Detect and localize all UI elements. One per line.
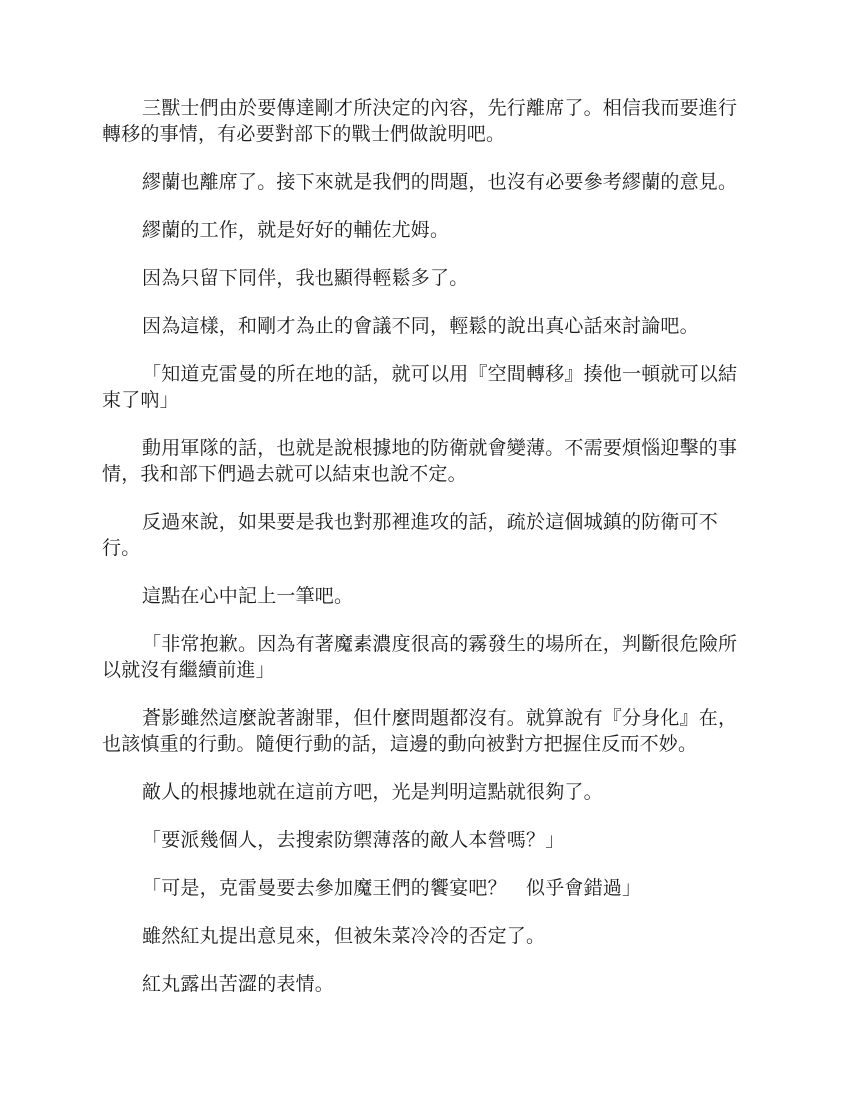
paragraph: 「可是，克雷曼要去參加魔王們的饗宴吧？ 似乎會錯過」 [142,877,642,899]
paragraph: 這點在心中記上一筆吧。 [142,585,354,607]
paragraph: 繆蘭也離席了。接下來就是我們的問題，也沒有必要參考繆蘭的意見。 [142,171,738,193]
paragraph: 「知道克雷曼的所在地的話，就可以用『空間轉移』揍他一頓就可以結束了吶」 [102,363,738,411]
paragraph: 敵人的根據地就在這前方吧，光是判明這點就很夠了。 [142,781,603,803]
paragraph: 繆蘭的工作，就是好好的輔佐尤姆。 [142,219,450,241]
paragraph: 因為只留下同伴，我也顯得輕鬆多了。 [142,267,469,289]
paragraph: 「要派幾個人，去搜索防禦薄落的敵人本營嗎？」 [142,829,565,851]
paragraph: 雖然紅丸提出意見來，但被朱菜冷冷的否定了。 [142,925,546,947]
paragraph: 三獸士們由於要傳達剛才所決定的內容，先行離席了。相信我而要進行轉移的事情，有必要對部下的戰士們做說明吧。 [102,97,738,145]
paragraph: 動用軍隊的話，也就是說根據地的防衛就會變薄。不需要煩惱迎擊的事情，我和部下們過去就可以結束也說不定。 [102,437,738,485]
paragraph: 反過來說，如果要是我也對那裡進攻的話，疏於這個城鎮的防衛可不行。 [102,511,719,559]
paragraph: 因為這樣，和剛才為止的會議不同，輕鬆的說出真心話來討論吧。 [142,315,699,337]
paragraph: 紅丸露出苦澀的表情。 [142,973,335,995]
paragraph: 「非常抱歉。因為有著魔素濃度很高的霧發生的場所在，判斷很危險所以就沒有繼續前進」 [102,633,738,681]
paragraph: 蒼影雖然這麼說著謝罪，但什麼問題都沒有。就算說有『分身化』在，也該慎重的行動。隨便行動的話，這邊的動向被對方把握住反而不妙。 [102,707,738,755]
